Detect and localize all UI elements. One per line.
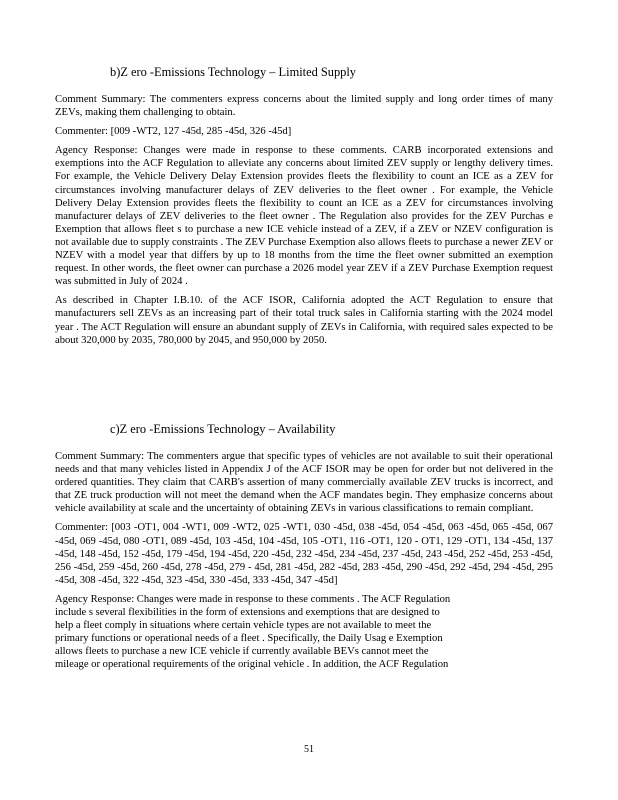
- section-limited-supply: [55, 93, 553, 347]
- response-line: Agency Response: Changes were made in response to these comments . The ACF Regulation: [55, 593, 451, 605]
- comment-summary-paragraph: Comment Summary: The commenters argue that specific types of vehicles are not available to suit their operational needs and that many vehicles listed in Appendix J of the ACF ISOR may be open for order but not delivered in the ordered quantities. They claim that CARB's assertion of many commercially available ZEV trucks is incorrect, and that ZE truck production will not meet the demand when the ACF mandates begin. They emphasize concerns about vehicle availability at scale and the uncertainty of obtaining ZEVs in various classifications to remain compliant.: [55, 451, 553, 515]
- comment-summary-paragraph: Comment Summary: The commenters express concerns about the limited supply and long order times of many ZEVs, making them challenging to obtain.: [55, 94, 553, 119]
- section-availability: [55, 450, 553, 672]
- response-line: help a fleet comply in situations where certain vehicle types are not available to meet the: [55, 620, 432, 632]
- response-line: allows fleets to purchase a new ICE vehicle if currently available BEVs cannot meet the: [55, 646, 429, 658]
- response-line: include s several flexibilities in the form of extensions and exemptions that are designed to: [55, 607, 440, 619]
- body-paragraph: As described in Chapter I.B.10. of the ACF ISOR, California adopted the ACT Regulation to ensure that manufacturers sell ZEVs as an increasing part of their total truck sales in California starting with the 2024 model year . The ACT Regulation will ensure an abundant supply of ZEVs in California, with required sales expected to be about 320,000 by 2035, 780,000 by 2045, and 950,000 by 2050.: [55, 295, 553, 346]
- page-number: 51: [304, 744, 314, 755]
- section-heading-limited-supply: b)Z ero -Emissions Technology – Limited Supply: [110, 65, 357, 79]
- section-heading-availability: c)Z ero -Emissions Technology – Availability: [110, 422, 336, 436]
- response-line: primary functions or operational needs of a fleet . Specifically, the Daily Usag e Exemption: [55, 633, 443, 645]
- response-line: mileage or operational requirements of the original vehicle . In addition, the ACF Regulation: [55, 659, 449, 671]
- commenter-paragraph: Commenter: [003 -OT1, 004 -WT1, 009 -WT2, 025 -WT1, 030 -45d, 038 -45d, 054 -45d, 063 -45d, 065 -45d, 067 -45d, 069 -45d, 080 -OT1, 089 -45d, 103 -45d, 104 -45d, 105 -OT1, 116 -OT1, 120 - OT1, 129 -OT1, 134 -45d, 137 -45d, 148 -45d, 152 -45d, 179 -45d, 194 -45d, 220 -45d, 232 -45d, 234 -45d, 237 -45d, 243 -45d, 252 -45d, 253 -45d, 256 -45d, 259 -45d, 260 -45d, 278 -45d, 279 - 45d, 281 -45d, 282 -45d, 283 -45d, 290 -45d, 292 -45d, 294 -45d, 295 -45d, 308 -45d, 322 -45d, 323 -45d, 330 -45d, 333 -45d, 347 -45d]: [55, 522, 553, 586]
- agency-response-paragraph: Agency Response: Changes were made in response to these comments. CARB incorporated extensions and exemptions into the ACF Regulation to alleviate any concerns about limited ZEV supply or lengthy delivery times. For example, the Vehicle Delivery Delay Extension provides fleets the flexibility to count an ICE as a ZEV for circumstances involving manufacturer delays of ZEV deliveries to the fleet owner . For example, the Vehicle Delivery Delay Extension provides fleets the flexibility to count an ICE as a ZEV for circumstances involving manufacturer delays of ZEV deliveries to the fleet owner . The Regulation also provides for the ZEV Purchas e Exemption that allows fleet s to purchase a new ICE vehicle instead of a ZEV, if a ZEV or NZEV configuration is not available due to supply constraints . The ZEV Purchase Exemption also allows fleets to purchase a newer ZEV or NZEV with a model year that differs by up to 18 months from the time the fleet owner submitted an exemption request. In other words, the fleet owner can purchase a 2026 model year ZEV if a ZEV Purchase Exemption request was submitted in July of 2024 .: [55, 145, 553, 288]
- agency-response-block: [55, 593, 553, 672]
- commenter-paragraph: Commenter: [009 -WT2, 127 -45d, 285 -45d, 326 -45d]: [55, 126, 292, 138]
